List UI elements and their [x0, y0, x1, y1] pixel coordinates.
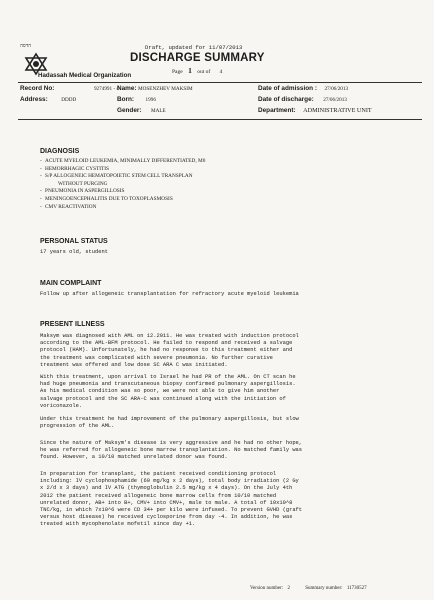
- present-illness-paragraph-3: Under this treatment he had improvement of the pulmonary aspergillosis, but slow progression of the AML.: [40, 416, 299, 430]
- page-indicator: [172, 66, 222, 75]
- department-value: ADMINISTRATIVE UNIT: [303, 107, 372, 114]
- name-field: [117, 85, 193, 92]
- record-field: [20, 85, 119, 92]
- page-number: 1: [188, 66, 192, 75]
- present-illness-heading: PRESENT ILLNESS: [40, 321, 105, 328]
- diagnosis-heading: DIAGNOSIS: [40, 148, 80, 155]
- document-title: DISCHARGE SUMMARY: [130, 52, 265, 64]
- born-field: [117, 96, 156, 103]
- main-complaint-text: Follow up after allogeneic transplantation for refractory acute myeloid leukemia: [40, 291, 299, 297]
- main-complaint-heading: MAIN COMPLAINT: [40, 280, 102, 287]
- page-of-label: out of: [197, 69, 211, 75]
- address-value: DDDD: [61, 97, 77, 103]
- draft-note: Draft, updated for 11/07/2013: [145, 44, 243, 51]
- diagnosis-item: - HEMORRHAGIC CYSTITIS: [40, 166, 205, 174]
- department-label: Department:: [258, 107, 296, 114]
- page-label: Page: [172, 69, 183, 75]
- diagnosis-list: [40, 158, 205, 211]
- hebrew-logo-text: הדסה: [20, 44, 32, 49]
- admission-value: 27/06/2013: [324, 86, 349, 92]
- diagnosis-item-continuation: WITHOUT PURGING: [58, 180, 108, 187]
- born-label: Born:: [117, 96, 135, 103]
- born-value: 1996: [145, 97, 156, 103]
- footer-version-line: [250, 586, 367, 591]
- diagnosis-item: - CMV REACTIVATION: [40, 204, 205, 212]
- present-illness-paragraph-4: Since the nature of Maksym's disease is very aggressive and he had no other hope, he was referred for allogeneic bone marrow transplantation. No matched family was found. However, a 10/10 matched unrelated donor was found.: [40, 440, 303, 461]
- name-value: MOSENZHEV MAKSIM: [138, 86, 193, 92]
- present-illness-paragraph-5: In preparation for transplant, the patient received conditioning protocol including: IV cyclophosphamide (60 mg/kg x 2 days), total body irradiation (2 Gy x 2/d x 3 days) and IV ATG (thymoglobulin 2.5 mg/kg x 4 days). On the July 4th 2012 the patient received allogeneic bone marrow cells from 10/10 matched unrelated donor, AB+ into B+, CMV+ into CMV+, male to male. A total of 10x10^8 TNC/kg, in which 7x10^6 were CD 34+ per kilo were infused. To prevent GVHD (graft versus host disease) he received cyclosporine from day -4. In addition, he was treated with mycophenolate mofetil since day +1.: [40, 471, 303, 528]
- record-label: Record No:: [20, 85, 55, 92]
- gender-value: MALE: [151, 108, 166, 114]
- address-label: Address:: [20, 96, 48, 103]
- diagnosis-item: - S/P ALLOGENEIC HEMATOPOIETIC STEM CELL TRANSPLAN: [40, 173, 205, 181]
- admission-field: [258, 85, 348, 92]
- header-rule: [18, 82, 422, 83]
- version-label: Version number:: [250, 586, 284, 591]
- diagnosis-item: - PNEUMONIA IN ASPERGILLOSIS: [40, 188, 205, 196]
- gender-field: [117, 107, 166, 114]
- diagnosis-item: - MENINGOENCEPHALITIS DUE TO TOXOPLASMOSIS: [40, 196, 205, 204]
- name-label: Name:: [117, 85, 137, 92]
- department-field: [258, 107, 372, 114]
- version-value: 2: [287, 586, 290, 591]
- present-illness-paragraph-1: Maksym was diagnosed with AML on 12.2011. He was treated with induction protocol according to the AML-BFM protocol. He failed to respond and received a salvage protocol (HAM). Unfortunately, he had no response to this treatment either and the treatment was complicated with severe pneumonia. No further curative treatment was offered and low dose SC ARA C was initiated.: [40, 333, 299, 368]
- personal-status-text: 17 years old, student: [40, 249, 108, 255]
- page-total: 4: [219, 69, 223, 75]
- present-illness-paragraph-2: With this treatment, upon arrival to Israel he had PR of the AML. On CT scan he had huge pneumonia and transcutaneous biopsy confirmed pulmonary aspergillosis. As his medical condition was so poor, we were not able to give him another salvage protocol and the SC ARA-C was continued along with the initiation of voriconazole.: [40, 374, 296, 409]
- admission-label: Date of admission :: [258, 85, 317, 92]
- patient-info-rule: [18, 119, 422, 120]
- discharge-value: 27/06/2013: [323, 97, 347, 103]
- diagnosis-item: - ACUTE MYELOID LEUKEMIA, MINIMALLY DIFFERENTIATED, M0: [40, 158, 205, 166]
- organization-name: Hadassah Medical Organization: [38, 72, 132, 79]
- discharge-field: [258, 96, 347, 103]
- gender-label: Gender:: [117, 107, 142, 114]
- summary-label: Summary number:: [305, 586, 343, 591]
- summary-value: 11730527: [346, 586, 367, 591]
- discharge-label: Date of discharge:: [258, 96, 314, 103]
- record-value: 9274991 - 4: [93, 86, 120, 92]
- personal-status-heading: PERSONAL STATUS: [40, 238, 108, 245]
- address-field: [20, 96, 76, 103]
